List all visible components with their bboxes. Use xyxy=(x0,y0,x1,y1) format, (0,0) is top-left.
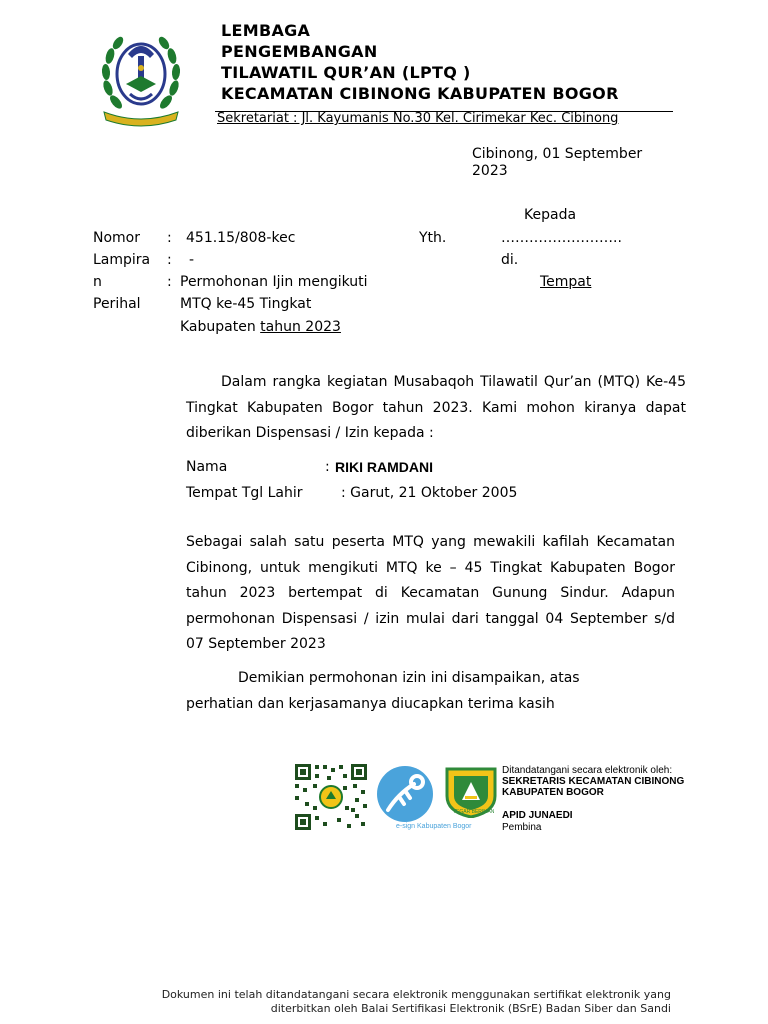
perihal-line-3-year: tahun 2023 xyxy=(260,319,341,335)
nama-colon: : xyxy=(325,459,330,475)
signer-rank: Pembina xyxy=(502,822,542,833)
esign-logo xyxy=(374,764,440,826)
perihal-line-1: Permohonan Ijin mengikuti xyxy=(180,274,368,290)
closing-line-2: perhatian dan kerjasamanya diucapkan terima kasih xyxy=(186,696,555,712)
org-line-1: LEMBAGA xyxy=(221,21,311,40)
place-date-line-1: Cibinong, 01 September xyxy=(472,146,643,162)
nomor-colon: : xyxy=(167,230,172,246)
org-line-3: TILAWATIL QUR’AN (LPTQ ) xyxy=(221,63,471,82)
emblem-motto: TEGAR BERIMAN xyxy=(453,809,495,815)
recipient-dots: …………………….. xyxy=(501,230,622,246)
body-paragraph-1: Dalam rangka kegiatan Musabaqoh Tilawatil Qur’an (MTQ) Ke-45 Tingkat Kabupaten Bogor tahun 2023. Kami mohon kiranya dapat diberikan Dispensasi / Izin kepada : xyxy=(186,374,686,441)
org-line-2: PENGEMBANGAN xyxy=(221,42,378,61)
lampiran-label: Lampira xyxy=(93,252,151,268)
qr-code xyxy=(293,762,369,832)
signed-by-note: Ditandatangani secara elektronik oleh: xyxy=(502,765,673,776)
org-line-4: KECAMATAN CIBINONG KABUPATEN BOGOR xyxy=(221,84,619,103)
recipient-di: di. xyxy=(501,252,519,268)
letterhead-title xyxy=(221,20,619,104)
perihal-label: Perihal xyxy=(93,296,141,312)
perihal-line-3 xyxy=(180,319,341,336)
recipient-kepada: Kepada xyxy=(524,207,577,223)
signer-name: APID JUNAEDI xyxy=(502,810,573,821)
ttl-value: : Garut, 21 Oktober 2005 xyxy=(341,485,518,501)
closing-line-1: Demikian permohonan izin ini disampaikan, atas xyxy=(238,670,580,686)
nomor-value: 451.15/808-kec xyxy=(186,230,296,246)
body-paragraph-2: Sebagai salah satu peserta MTQ yang mewakili kafilah Kecamatan Cibinong, untuk mengikuti MTQ ke – 45 Tingkat Kabupaten Bogor tahun 2023 bertempat di Kecamatan Gunung Sindur. Adapun permohonan Dispensasi / izin mulai dari tanggal 04 September s/d 07 September 2023 xyxy=(186,534,675,652)
perihal-colon: : xyxy=(167,274,172,290)
perihal-line-3-start: Kabupaten xyxy=(180,319,261,335)
signer-position-line-1: SEKRETARIS KECAMATAN CIBINONG xyxy=(502,776,685,787)
lampiran-value: - xyxy=(189,252,195,268)
recipient-yth: Yth. xyxy=(419,230,447,246)
nama-label: Nama xyxy=(186,459,228,475)
lampiran-colon: : xyxy=(167,252,172,268)
recipient-tempat: Tempat xyxy=(540,274,592,290)
esign-caption: e-sign Kabupaten Bogor xyxy=(396,823,472,830)
ttl-label: Tempat Tgl Lahir xyxy=(186,485,303,501)
lptq-logo xyxy=(98,28,184,128)
footer-line-1: Dokumen ini telah ditandatangani secara elektronik menggunakan sertifikat elektronik yang xyxy=(161,988,671,1001)
footer-note xyxy=(162,988,671,1016)
perihal-line-2: MTQ ke-45 Tingkat xyxy=(180,296,312,312)
nomor-label: Nomor xyxy=(93,230,140,246)
nama-value: RIKI RAMDANI xyxy=(335,459,433,475)
lampiran-label-wrap: n xyxy=(93,274,102,290)
footer-line-2: diterbitkan oleh Balai Sertifikasi Elektronik (BSrE) Badan Siber dan Sandi xyxy=(270,1002,671,1015)
signer-position-line-2: KABUPATEN BOGOR xyxy=(502,787,604,798)
secretariat-address: Sekretariat : Jl. Kayumanis No.30 Kel. Cirimekar Kec. Cibinong xyxy=(217,111,619,126)
place-date-line-2: 2023 xyxy=(472,163,508,179)
